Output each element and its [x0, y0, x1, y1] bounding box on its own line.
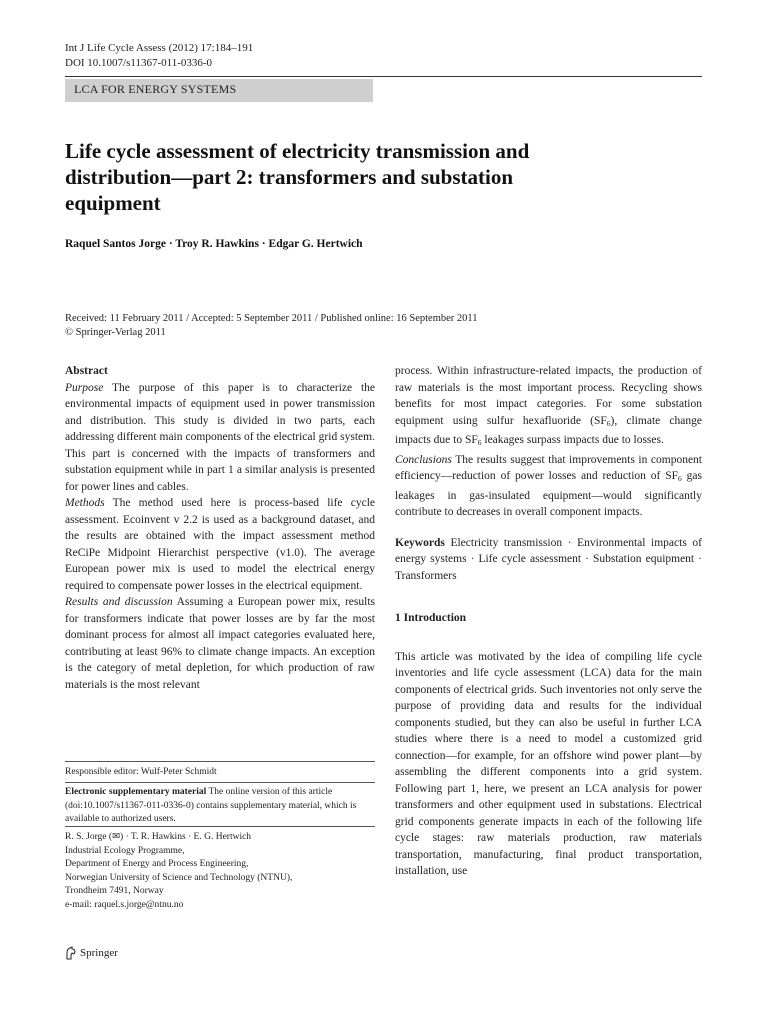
- keywords: [395, 535, 702, 585]
- doi-line: DOI 10.1007/s11367-011-0336-0: [65, 57, 213, 69]
- publisher-name: Springer: [80, 947, 118, 959]
- purpose-text: The purpose of this paper is to characterize the environmental impacts of equipment used in power transmission and distribution. This study is divided in two parts, each addressing different main components of the electrical grid system. This part is concerned with the impacts of transformers and substation equipment while in part 1 a similar analysis is presented for power lines and cables.: [65, 381, 375, 493]
- springer-horse-icon: [65, 946, 77, 960]
- contact-email[interactable]: e-mail: raquel.s.jorge@ntnu.no: [65, 899, 184, 910]
- section-heading-introduction: 1 Introduction: [395, 612, 467, 624]
- affiliation-names: R. S. Jorge (✉) · T. R. Hawkins · E. G. Hertwich: [65, 832, 252, 842]
- supplementary-note: Electronic supplementary material The online version of this article (doi:10.1007/s11367-011-0336-0) contains supplementary material, which is available to authorized users.: [65, 787, 357, 824]
- responsible-editor: Responsible editor: Wulf-Peter Schmidt: [65, 767, 217, 777]
- author-list: Raquel Santos Jorge · Troy R. Hawkins · Edgar G. Hertwich: [65, 238, 363, 250]
- results-label: Results and discussion: [65, 596, 173, 608]
- abstract-results: [65, 594, 375, 693]
- abstract-conclusions: Conclusions The results suggest that improvements in component efficiency—reduction of power losses and reduction of $SF_6$ gas leakages in gas-insulated equipment—would significantly contribute to decreases in overall component impacts.: [395, 453, 702, 518]
- footnote-rule: [65, 782, 375, 783]
- methods-label: Methods: [65, 497, 105, 509]
- publication-dates: [65, 312, 705, 340]
- journal-header: [65, 41, 253, 71]
- abstract-left-column: [65, 363, 375, 693]
- results-text: Assuming a European power mix, results for transformers indicate that power losses are by far the most dominant process for almost all impact categories evaluated here, contributing at least 96% to climate change impacts. An exception is the category of metal depletion, for which production of raw materials is the most relevant: [65, 596, 375, 691]
- right-column: [395, 363, 702, 880]
- introduction-body: This article was motivated by the idea of compiling life cycle inventories and life cycle assessment (LCA) data for the main components of electrical grids. Such inventories not only serve the purpose of providing data and results for the individual components studied, but they can also be useful in further LCA studies where there is a need to model a customized grid connection—for example, for an offshore wind power plant—by assembling the different components into a grid system. Following part 1, here, we present an LCA analysis for power transformers and other equipment used in substations. Electrical grid components generate impacts in each of the following life cycle stages: raw materials production, raw materials transportation, manufacturing, final product transportation, installation, use: [395, 650, 702, 877]
- author-affiliation: R. S. Jorge (✉) · T. R. Hawkins · E. G. Hertwich Industrial Ecology Programme, Department of Energy and Process Engineering, Norwegian University of Science and Technology (NTNU), Trondheim 7491, Norway e-mail: raquel.s.jorge@ntnu.no: [65, 831, 375, 912]
- abstract-methods: [65, 495, 375, 594]
- copyright-line: © Springer-Verlag 2011: [65, 327, 166, 338]
- purpose-label: Purpose: [65, 381, 104, 394]
- abstract-results-continued: process. Within infrastructure-related impacts, the production of raw materials is the most important process. Recycling shows benefits for most impact categories. For some substation equipment using sulfur hexafluoride $(SF_6)$, climate change impacts due to $SF_6$ leakages surpass impacts due to losses.: [395, 365, 702, 447]
- abstract-purpose: [65, 380, 375, 496]
- abstract-heading: Abstract: [65, 365, 108, 377]
- journal-citation: Int J Life Cycle Assess (2012) 17:184–191: [65, 42, 254, 54]
- dates-line: Received: 11 February 2011 / Accepted: 5 September 2011 / Published online: 16 September 2011: [65, 313, 478, 324]
- footnote-rule: [65, 761, 375, 762]
- methods-text: The method used here is process-based life cycle assessment. Ecoinvent v 2.2 is used as a background dataset, and the results are obtained with the impact assessment method ReCiPe Midpoint Hierarchist perspective (v1.0). The average European power mix is used to model the electrical energy required to compensate power losses in the electrical equipment.: [65, 497, 375, 592]
- publisher-logo: [65, 946, 118, 960]
- section-label: LCA FOR ENERGY SYSTEMS: [74, 82, 237, 96]
- article-title: Life cycle assessment of electricity transmission and distribution—part 2: transformers and substation equipment: [65, 139, 530, 215]
- footnote-rule: [65, 826, 375, 827]
- conclusions-label: Conclusions: [395, 453, 452, 466]
- keywords-label: Keywords: [395, 536, 445, 549]
- header-rule: [65, 76, 702, 77]
- keywords-text: Electricity transmission · Environmental impacts of energy systems · Life cycle assessment · Substation equipment · Transformers: [395, 536, 702, 582]
